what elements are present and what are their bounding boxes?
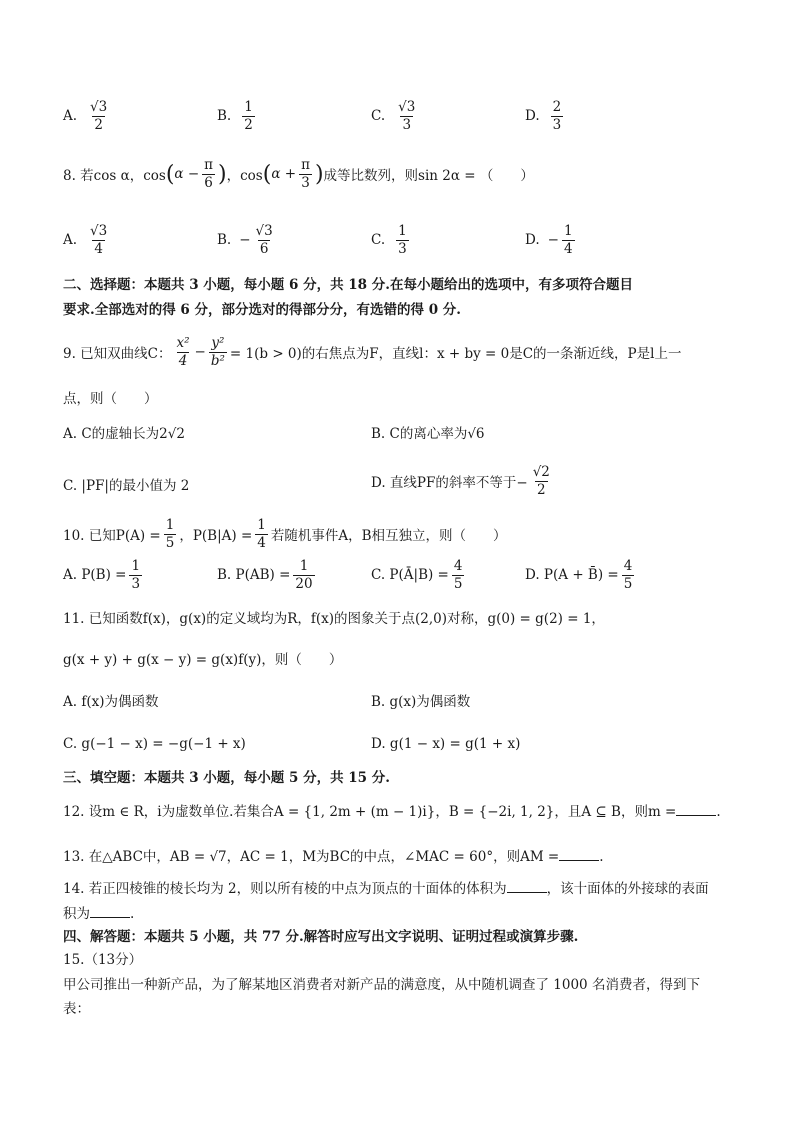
q7-option-d[interactable] bbox=[525, 100, 566, 133]
q14-text-a: 14. 若正四棱锥的棱长均为 2，则以所有棱的中点为顶点的十面体的体积为 bbox=[63, 881, 507, 897]
q7-option-b[interactable] bbox=[217, 100, 258, 133]
q8-paren-close-2: ) bbox=[314, 161, 324, 187]
q12-end: . bbox=[716, 804, 721, 820]
q13 bbox=[63, 846, 604, 866]
q10-option-d[interactable] bbox=[525, 559, 637, 592]
q9-option-b[interactable]: B. C的离心率为√6 bbox=[371, 426, 485, 442]
q12 bbox=[63, 801, 721, 821]
q8-option-a-label: A. bbox=[63, 232, 78, 249]
q9-option-a[interactable]: A. C的虚轴长为2√2 bbox=[63, 426, 185, 442]
q9-fraction-y: $\frac{\text{y²}}{\text{b²}}$ bbox=[210, 335, 225, 369]
q14-line2 bbox=[63, 903, 134, 923]
q7-option-a[interactable] bbox=[63, 100, 112, 133]
q10-option-b-text: B. P(AB) = bbox=[217, 567, 291, 584]
q10-option-c-fraction: $\frac{4}{5}$ bbox=[453, 558, 463, 592]
q11-option-a[interactable]: A. f(x)为偶函数 bbox=[63, 694, 159, 710]
section2-heading-line1: 二、选择题：本题共 3 小题，每小题 6 分，共 18 分.在每小题给出的选项中，有多项符合题目 bbox=[63, 277, 633, 293]
q8-paren-close: ) bbox=[218, 161, 227, 187]
q8-stem bbox=[63, 158, 534, 191]
q8-mid: ，cos bbox=[226, 168, 263, 185]
q8-option-b-sign: − bbox=[239, 232, 251, 249]
q7-option-d-label: D. bbox=[525, 108, 540, 125]
q12-text: 12. 设m ∈ R，i为虚数单位.若集合A = {1, 2m + (m − 1)i}，B = {−2i, 1, 2}，且A ⊆ B，则m = bbox=[63, 804, 677, 820]
section4-heading: 四、解答题：本题共 5 小题，共 77 分.解答时应写出文字说明、证明过程或演算步骤. bbox=[63, 929, 579, 945]
q7-option-a-label: A. bbox=[63, 108, 78, 125]
q7-option-c-label: C. bbox=[371, 108, 386, 125]
q15-score: 15.（13分） bbox=[63, 952, 143, 968]
q8-suffix: 成等比数列，则sin 2α = （ ） bbox=[323, 168, 534, 185]
q14-text-d: . bbox=[130, 906, 135, 922]
q10-pba-fraction: $\frac{1}{4}$ bbox=[257, 517, 266, 551]
q10-option-b-fraction: $\frac{1}{20}$ bbox=[295, 558, 313, 592]
q9-option-d-text: D. 直线PF的斜率不等于− bbox=[371, 475, 528, 492]
q10-option-b[interactable] bbox=[217, 559, 318, 592]
q12-answer-blank[interactable] bbox=[676, 801, 716, 816]
q8-option-d-label: D. bbox=[525, 232, 540, 249]
q7-option-b-fraction: $\frac{1}{2}$ bbox=[244, 99, 253, 133]
q8-option-c-fraction: $\frac{1}{3}$ bbox=[398, 223, 407, 257]
q14-answer-blank-1[interactable] bbox=[507, 878, 547, 893]
q13-text: 13. 在△ABC中，AB = √7，AC = 1，M为BC的中点，∠MAC = 60°，则AM = bbox=[63, 849, 560, 865]
q10-pa-fraction: $\frac{1}{5}$ bbox=[165, 517, 175, 551]
q14-text-c: 积为 bbox=[63, 906, 90, 922]
q8-arg1-left: α − bbox=[174, 166, 200, 183]
q8-option-c[interactable] bbox=[371, 224, 412, 257]
q10-option-c[interactable] bbox=[371, 559, 467, 592]
q13-answer-blank[interactable] bbox=[559, 846, 599, 861]
q14-text-b: ，该十面体的外接球的表面 bbox=[546, 881, 709, 897]
section2-heading-line2: 要求.全部选对的得 6 分，部分选对的得部分分，有选错的得 0 分. bbox=[63, 302, 461, 318]
q9-rest: = 1(b > 0)的右焦点为F，直线l：x + by = 0是C的一条渐近线，P是l上一 bbox=[229, 346, 682, 363]
q9-minus: − bbox=[194, 344, 206, 361]
q8-option-a-fraction: $\frac{√3}{4}$ bbox=[90, 223, 108, 257]
q8-option-d-fraction: $\frac{1}{4}$ bbox=[563, 223, 573, 257]
q13-end: . bbox=[599, 849, 604, 865]
q11-line2: g(x + y) + g(x − y) = g(x)f(y)，则（ ） bbox=[63, 652, 343, 668]
q9-option-d[interactable] bbox=[371, 465, 555, 498]
q8-option-d[interactable] bbox=[525, 224, 578, 257]
q8-option-b[interactable] bbox=[217, 224, 278, 257]
q8-option-d-sign: − bbox=[547, 232, 559, 249]
q8-option-b-label: B. bbox=[217, 232, 232, 249]
q10-mid: ，P(B|A) = bbox=[179, 528, 253, 545]
q11-line1: 11. 已知函数f(x)，g(x)的定义域均为R，f(x)的图象关于点(2,0)对称，g(0) = g(2) = 1， bbox=[63, 611, 605, 627]
q9-prefix: 9. 已知双曲线C： bbox=[63, 346, 172, 363]
q9-option-d-fraction: $\frac{√2}{2}$ bbox=[532, 464, 550, 498]
q10-option-a-fraction: $\frac{1}{3}$ bbox=[131, 558, 141, 592]
q7-option-b-label: B. bbox=[217, 108, 232, 125]
q8-option-a[interactable] bbox=[63, 224, 112, 257]
q9-stem bbox=[63, 336, 681, 369]
section3-heading: 三、填空题：本题共 3 小题，每小题 5 分，共 15 分. bbox=[63, 770, 390, 786]
q10-option-a[interactable] bbox=[63, 559, 145, 592]
q14-line1 bbox=[63, 878, 709, 898]
q9-fraction-x: $\frac{\text{x²}}{4}$ bbox=[176, 335, 190, 369]
q10-option-c-text: C. P(Ā|B) = bbox=[371, 567, 449, 584]
q10-option-d-text: D. P(A + B̄) = bbox=[525, 567, 619, 584]
q8-option-b-fraction: $\frac{√3}{6}$ bbox=[255, 223, 273, 257]
q10-suffix: 若随机事件A，B相互独立，则（ ） bbox=[270, 528, 507, 545]
q8-arg2-left: α + bbox=[271, 166, 297, 183]
q8-option-c-label: C. bbox=[371, 232, 386, 249]
q14-answer-blank-2[interactable] bbox=[90, 903, 130, 918]
q10-option-d-fraction: $\frac{4}{5}$ bbox=[623, 558, 633, 592]
q8-prefix: 8. 若cos α，cos bbox=[63, 168, 166, 185]
q8-arg1-fraction: $\frac{\pi}{6}$ bbox=[204, 157, 214, 191]
q10-prefix: 10. 已知P(A) = bbox=[63, 528, 161, 545]
q9-option-c[interactable]: C. |PF|的最小值为 2 bbox=[63, 478, 190, 494]
q7-option-d-fraction: $\frac{2}{3}$ bbox=[552, 99, 562, 133]
q11-option-c[interactable]: C. g(−1 − x) = −g(−1 + x) bbox=[63, 736, 246, 752]
q9-line2: 点，则（ ） bbox=[63, 391, 158, 407]
q7-option-c[interactable] bbox=[371, 100, 420, 133]
q7-option-c-fraction: $\frac{√3}{3}$ bbox=[398, 99, 416, 133]
q8-arg2-fraction: $\frac{\pi}{3}$ bbox=[301, 157, 310, 191]
q15-line2: 表： bbox=[63, 1001, 90, 1017]
q10-option-a-text: A. P(B) = bbox=[63, 567, 127, 584]
q8-paren-open: ( bbox=[165, 161, 175, 187]
q11-option-d[interactable]: D. g(1 − x) = g(1 + x) bbox=[371, 736, 521, 752]
q11-option-b[interactable]: B. g(x)为偶函数 bbox=[371, 694, 471, 710]
q8-paren-open-2: ( bbox=[262, 161, 272, 187]
q7-option-a-fraction: $\frac{√3}{2}$ bbox=[90, 99, 108, 133]
q10-stem bbox=[63, 518, 507, 551]
q15-line1: 甲公司推出一种新产品，为了解某地区消费者对新产品的满意度，从中随机调查了 1000 名消费者，得到下 bbox=[63, 977, 700, 993]
